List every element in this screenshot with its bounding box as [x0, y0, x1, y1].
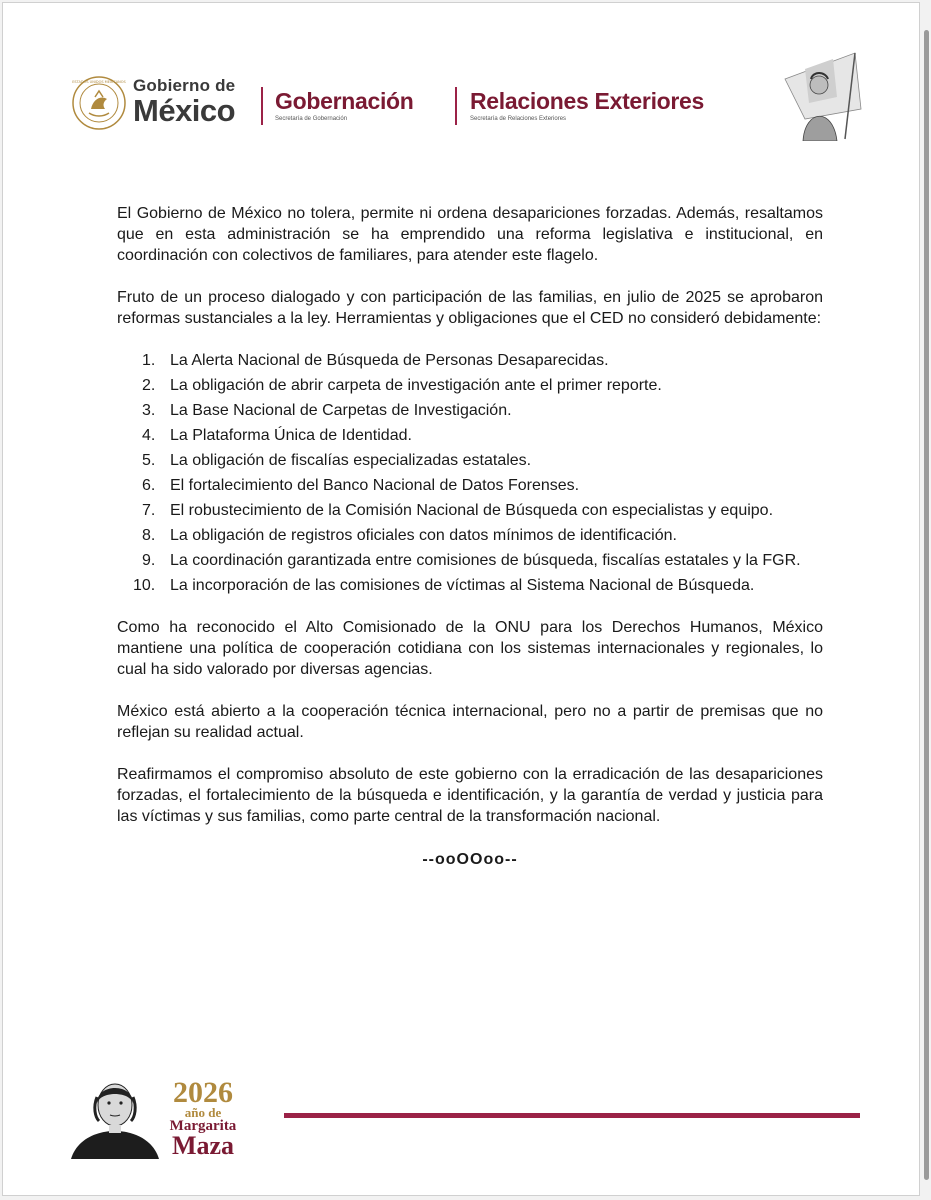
intro-paragraph: El Gobierno de México no tolera, permite ni ordena desapariciones forzadas. Además, resaltamos que en esta administración se ha emprendido una reforma legislativa e institucional, en coordinación con colectivos de familiares, para atender este flagelo. [117, 205, 823, 264]
footer-rule [284, 1113, 860, 1118]
document-page [2, 2, 920, 1196]
list-item [117, 525, 823, 546]
intro-paragraph: Fruto de un proceso dialogado y con participación de las familias, en julio de 2025 se aprobaron reformas sustanciales a la ley. Herramientas y obligaciones que el CED no consideró debidamente: [117, 289, 823, 327]
list-text: El robustecimiento de la Comisión Nacional de Búsqueda con especialistas y equipo. [170, 502, 774, 519]
year-label: año de [184, 1105, 222, 1120]
list-text: La Plataforma Única de Identidad. [170, 427, 412, 444]
list-number: 7. [142, 502, 156, 519]
heroine-with-flag-icon [775, 49, 863, 141]
list-text: La Alerta Nacional de Búsqueda de Personas Desaparecidas. [170, 352, 609, 369]
list-number: 4. [142, 427, 156, 444]
scrollbar[interactable] [924, 30, 929, 1180]
list-text: La Base Nacional de Carpetas de Investigación. [170, 402, 512, 419]
list-text: La coordinación garantizada entre comisiones de búsqueda, fiscalías estatales y la FGR. [170, 552, 801, 569]
end-mark: --ooOOoo-- [422, 851, 518, 868]
year-number: 2026 [173, 1076, 233, 1109]
seal-text: ESTADOS UNIDOS MEXICANOS [72, 80, 126, 84]
reforms-list [117, 350, 823, 596]
list-text: La incorporación de las comisiones de víctimas al Sistema Nacional de Búsqueda. [170, 577, 755, 594]
gobernacion-name: Gobernación [275, 88, 414, 114]
list-text: La obligación de registros oficiales con datos mínimos de identificación. [170, 527, 677, 544]
list-item [117, 550, 823, 571]
relaciones-exteriores-subtitle: Secretaría de Relaciones Exteriores [470, 116, 567, 122]
margarita-maza-portrait-icon [67, 1073, 163, 1161]
list-number: 3. [142, 402, 156, 419]
closing-paragraph: Reafirmamos el compromiso absoluto de este gobierno con la erradicación de las desapariciones forzadas, el fortalecimiento de la búsqueda e identificación, y la garantía de verdad y justicia para las víctimas y sus familias, como parte central de la transformación nacional. [117, 766, 823, 825]
list-item [117, 400, 823, 421]
gobernacion-subtitle: Secretaría de Gobernación [275, 116, 348, 122]
coat-of-arms-seal-icon [71, 75, 127, 131]
relaciones-exteriores-name: Relaciones Exteriores [470, 88, 705, 114]
relaciones-exteriores-logo [470, 89, 704, 123]
list-number: 5. [142, 452, 156, 469]
list-text: La obligación de fiscalías especializadas estatales. [170, 452, 532, 469]
document-body [117, 203, 823, 870]
list-number: 9. [142, 552, 156, 569]
list-number: 1. [142, 352, 156, 369]
closing-paragraph: Como ha reconocido el Alto Comisionado de la ONU para los Derechos Humanos, México mantiene una política de cooperación cotidiana con los sistemas internacionales y regionales, lo cual ha sido valorado por diversas agencias. [117, 619, 823, 678]
list-item [117, 575, 823, 596]
list-number: 2. [142, 377, 156, 394]
list-text: La obligación de abrir carpeta de investigación ante el primer reporte. [170, 377, 662, 394]
list-number: 8. [142, 527, 156, 544]
year-of-margarita-maza-logo [165, 1076, 241, 1160]
list-text: El fortalecimiento del Banco Nacional de Datos Forenses. [170, 477, 580, 494]
honoree-first-name: Margarita [169, 1118, 237, 1134]
closing-paragraph: México está abierto a la cooperación técnica internacional, pero no a partir de premisas que no reflejan su realidad actual. [117, 703, 823, 741]
list-item [117, 425, 823, 446]
list-item [117, 450, 823, 471]
list-number: 6. [142, 477, 156, 494]
list-item [117, 350, 823, 371]
gobernacion-logo [275, 89, 414, 123]
list-item [117, 375, 823, 396]
header-divider [261, 87, 263, 125]
gobierno-de-mexico-logo [133, 77, 235, 127]
list-item [117, 475, 823, 496]
header-divider [455, 87, 457, 125]
gobierno-line1: Gobierno de [133, 76, 236, 95]
honoree-last-name: Maza [171, 1131, 235, 1160]
list-item [117, 500, 823, 521]
list-number: 10. [133, 577, 156, 594]
gobierno-line2: México [133, 93, 236, 128]
